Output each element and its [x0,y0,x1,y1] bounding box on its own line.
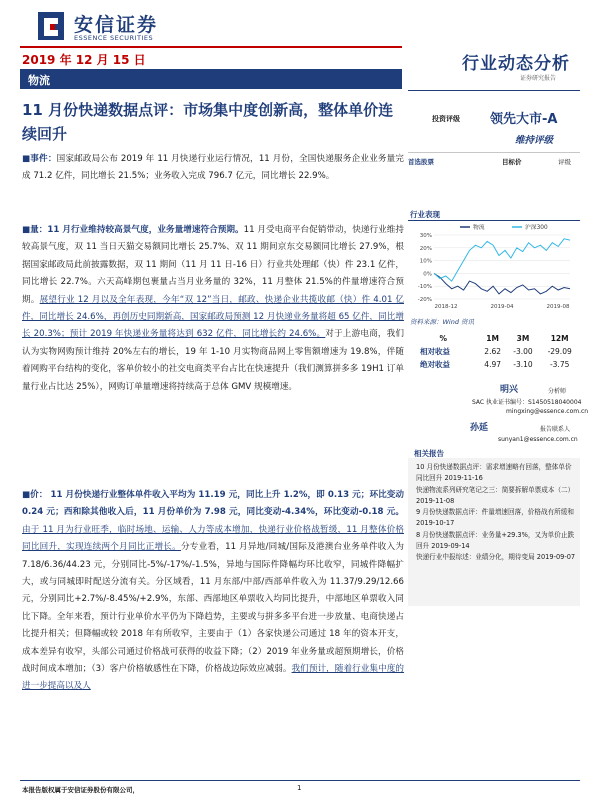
analyst-name: 明兴 [500,385,519,395]
chart-x-tick-label: 2019-04 [490,304,514,310]
chart-y-tick-label: -20% [417,297,432,303]
table-cell: -3.00 [513,347,533,356]
related-report-date: 2019-09-07 [536,553,576,562]
chart-source: 资料来源：Wind 资讯 [410,318,475,326]
brand-logo [36,10,181,44]
paragraph-price-highlight: 由于 11 月为行业旺季，临时场地、运输、人力等成本增加，快递行业价格战暂缓，11 月整体价格同比回升，实现连续两个月同比正增长。 [22,524,404,553]
related-report-title: 快递物流系列研究笔记之三：简要拆解单票成本（二） [416,485,575,494]
performance-header-cell: % [439,334,448,343]
related-report-item[interactable] [416,462,576,485]
report-type: 行业动态分析 [462,54,570,74]
performance-header-cell: 1M [486,334,499,343]
related-report-date: 2019-09-14 [431,542,470,551]
performance-chart-svg [408,221,580,313]
table-cell: 2.62 [484,347,501,356]
sector-label: 物流 [28,74,50,87]
paragraph-price-highlight-b: 我们预计，随着行业集中度的进一步提高以及人 [22,664,404,692]
related-report-item[interactable] [416,507,576,530]
footer-disclaimer: 本报告版权属于安信证券股份有限公司， [22,786,139,794]
chart-legend-label: 物流 [473,225,485,231]
row-label: 相对收益 [420,347,450,356]
related-report-item[interactable] [416,552,576,563]
paragraph-volume [22,222,404,396]
paragraph-volume-highlight: 展望行业 12 月以及全年表现，今年“双 12”当日，邮政、快递企业共揽收邮（快）件 4.01 亿件，同比增长 24.6%，再创历史同期新高，国家邮政局预测 12 月快递业务量将超 65 亿件，同比增长 20.3%；预计 2019 年快递业务量将达到 632 亿件，同比增长约 24.6%。 [22,294,404,340]
chart-y-tick-label: -10% [417,284,432,291]
chart-y-tick-label: 20% [419,245,432,252]
sector-bar [20,69,402,89]
related-report-date: 2019-10-17 [416,519,455,528]
chart-x-tick-label: 2018-12 [434,304,458,310]
table-cell: 4.97 [484,360,501,369]
paragraph-event-lead: ■事件： [22,154,57,164]
table-cell: -29.09 [547,347,572,356]
row-label: 绝对收益 [420,360,450,369]
table-row [408,345,580,358]
contact-role: 报告联系人 [540,426,571,433]
related-reports-title: 相关报告 [414,449,444,458]
footer-divider [20,780,580,781]
header-divider [20,46,402,48]
brand-name: 安信证券 [74,14,159,36]
performance-chart [408,221,580,313]
related-report-item[interactable] [416,530,576,553]
performance-title: 行业表现 [410,210,440,219]
target-rating-label: 评级 [558,158,571,166]
analyst-email[interactable]: mingxing@essence.com.cn [506,408,589,415]
performance-header-cell: 12M [550,334,569,343]
page-number: 1 [297,784,302,792]
rating-label: 投资评级 [432,115,460,123]
related-report-title: 10 月份快递数据点评：需求增速略有回落，整体单价同比回升 [416,463,572,483]
performance-header-cell: 3M [516,334,530,343]
table-cell: -3.75 [549,360,570,369]
rating-value: 领先大市-A [490,112,558,127]
table-row [408,358,580,371]
paragraph-volume-lead: ■量：11 月行业维持较高景气度，业务量增速符合预期。 [22,225,244,235]
report-title: 11 月份快递数据点评：市场集中度创新高，整体单价连续回升 [22,101,394,143]
brand-name-en: ESSENCE SECURITIES [74,34,154,42]
related-report-title: 8 月份快递数据点评：业务量+29.3%，又为单价止跌回升 [416,530,575,551]
paragraph-event [22,151,404,186]
related-report-item[interactable] [416,485,576,508]
paragraph-price [22,487,404,696]
related-reports-list [416,462,576,564]
related-report-date: 2019-11-16 [444,474,483,483]
contact-name: 孙延 [470,423,489,433]
paragraph-price-lead: ■价： 11 月份快递行业整体单件收入平均为 11.19 元，同比上升 1.2%，即 0.13 元；环比变动 0.24 元；西和除其他收入后，11 月份单价为 7.98 元，同比变动-4.34%，环比变动-0.18 元。 [22,490,404,518]
table-cell: -3.10 [513,360,533,369]
chart-y-tick-label: 30% [419,233,432,239]
contact-email[interactable]: sunyan1@essence.com.cn [498,436,578,443]
rating-status: 维持评级 [515,135,554,146]
right-header-divider [408,90,580,91]
brand-logo-mark [36,10,66,42]
chart-y-tick-label: 10% [419,258,432,265]
paragraph-event-body: 国家邮政局公布 2019 年 11 月快递行业运行情况，11 月份，全国快递服务企业业务量完成 71.2 亿件，同比增长 21.5%；业务收入完成 796.7 亿元，同比增长 22.9%。 [22,154,404,182]
chart-x-tick-label: 2019-08 [546,304,570,310]
chart-y-tick-label: 0% [423,271,432,278]
target-price-label: 目标价 [502,158,522,166]
first-pick-label: 首选股票 [408,158,434,166]
report-subtype: 证券研究报告 [520,75,557,82]
chart-legend-label: 沪深300 [525,225,548,231]
analyst-role: 分析师 [548,388,567,395]
rating-divider [408,152,580,153]
chart-series-line-csi300 [434,239,570,281]
related-report-title: 9 月份快递数据点评：件量增速回落，价格战有所缓和 [416,508,574,517]
paragraph-volume-body-a: 11 月受电商平台促销带动，快递行业维持较高景气度，双 11 当日天猫交易额同比增长 25.7%、双 11 期间京东交易额同比增长 27.9%，根据国家邮政局此前披露数据，双 11 期间（11 月 11 日-16 日）行业共处理邮（快）件 23.1 亿件，同比增长 22.7%。六天高峰期包裹量占当月业务量的 32%，11 月整体 21.5%的件量增速符合预期。 [22,225,404,305]
paragraph-price-body: 分专业看，11 月异地/同城/国际及港澳台业务单件收入为 7.18/6.36/44.23 元，分别同比-5%/-17%/-1.5%，异地与国际件降幅均环比收窄，同城件降幅扩大，或与同城即时配送分流有关。分区域看，11 月东部/中部/西部单件收入为 11.37/9.29/12.66 元，分别同比+2.7%/-8.45%/+2.9%，东部、西部地区单票收入均同比提升，中部地区单票收入同比下降。全年来看，预计行业单价水平仍为下降趋势，主要或与拼多多平台进一步放量、电商快递占比提升相关；但降幅或较 2018 年有所收窄，主要由于（1）各家快递公司通过 18 年的资本开支，成本差异有收窄，头部公司通过价格战可获得的收益下降；（2）2019 年业务量或超预期增长，价格战时间成本增加；（3）客户价格敏感性在下降，价格战边际效应减弱。 [22,542,404,675]
related-report-date: 2019-11-08 [416,496,455,505]
related-report-title: 快递行业中报综述：业绩分化，期待变局 [416,553,535,562]
performance-table-header [408,332,580,345]
paragraph-volume-body-b: 对于上游电商，我们认为实物网购预计维持 20%左右的增长，19 年 1-10 月实物商品网上零售额增速为 19.8%，伴随着网购平台结构的变化，客单价较小的社交电商类平台占比在快速提升（我们测算拼多多 19H1 订单量行业占比达 25%），网购订单量增速将持续高于总体 GMV 规模增速。 [22,329,404,392]
report-date: 2019 年 12 月 15 日 [22,53,146,67]
performance-table [408,332,580,371]
analyst-sac-number: SAC 执业证书编号：S1450518040004 [472,399,582,406]
